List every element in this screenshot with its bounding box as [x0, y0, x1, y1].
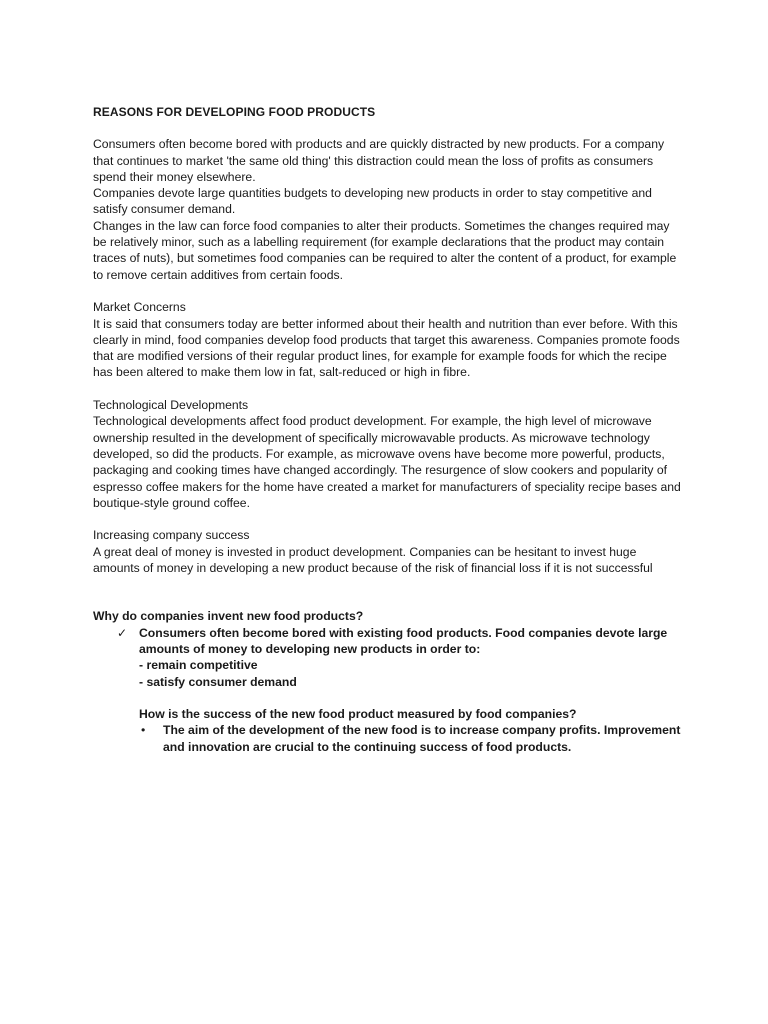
section-heading: Increasing company success	[93, 528, 250, 543]
check-sub-item: - satisfy consumer demand	[139, 674, 297, 689]
check-sub-item: - remain competitive	[139, 658, 258, 673]
document-title: REASONS FOR DEVELOPING FOOD PRODUCTS	[93, 105, 376, 119]
spacer	[93, 576, 683, 608]
check-list	[93, 625, 683, 690]
section-increasing-company-success	[93, 527, 683, 576]
document-content	[93, 104, 683, 755]
section-technological-developments	[93, 397, 683, 511]
intro-paragraph: Consumers often become bored with products and are quickly distracted by new products. For a company that continues to market 'the same old thing' this distraction could mean the loss of profits as consumers spend their money elsewhere.	[93, 137, 665, 184]
section-market-concerns	[93, 299, 683, 380]
spacer	[93, 511, 683, 527]
question-block	[93, 608, 683, 755]
checkmark-icon: ✓	[117, 625, 128, 640]
bullet-item-text: The aim of the development of the new food is to increase company profits. Improvement and innovation are crucial to the continuing success of food products.	[163, 723, 681, 754]
spacer	[93, 283, 683, 299]
question-heading: Why do companies invent new food products?	[93, 609, 364, 624]
bullet-icon: •	[141, 723, 146, 738]
spacer	[93, 690, 683, 706]
bullet-list	[93, 722, 683, 755]
section-body: Technological developments affect food product development. For example, the high level of microwave ownership resulted in the development of specifically microwavable products. As microwave technology developed, so did the products. For example, as microwave ovens have become more powerful, products, packaging and cooking times have changed accordingly. The resurgence of slow cookers and popularity of espresso coffee makers for the home have created a market for manufacturers of speciality recipe bases and boutique-style ground coffee.	[93, 414, 681, 510]
check-list-item	[93, 625, 683, 690]
intro-paragraph: Companies devote large quantities budgets to developing new products in order to stay competitive and satisfy consumer demand.	[93, 186, 652, 217]
intro-paragraph: Changes in the law can force food companies to alter their products. Sometimes the changes required may be relatively minor, such as a labelling requirement (for example declarations that the product may contain traces of nuts), but sometimes food companies can be required to alter the content of a product, for example to remove certain additives from certain foods.	[93, 218, 677, 282]
section-body: It is said that consumers today are better informed about their health and nutrition than ever before. With this clearly in mind, food companies develop food products that target this awareness. Companies promote foods that are modified versions of their regular product lines, for example for example foods for which the recipe has been altered to make them low in fat, salt-reduced or high in fibre.	[93, 316, 680, 380]
spacer	[93, 381, 683, 397]
sub-question: How is the success of the new food product measured by food companies?	[139, 707, 577, 722]
section-heading: Market Concerns	[93, 300, 186, 315]
check-item-text: Consumers often become bored with existing food products. Food companies devote large amounts of money to developing new products in order to:	[139, 625, 668, 656]
bullet-list-item	[93, 722, 683, 755]
intro-block	[93, 136, 683, 283]
section-heading: Technological Developments	[93, 398, 249, 413]
section-body: A great deal of money is invested in product development. Companies can be hesitant to invest huge amounts of money in developing a new product because of the risk of financial loss if it is not successful	[93, 544, 653, 576]
